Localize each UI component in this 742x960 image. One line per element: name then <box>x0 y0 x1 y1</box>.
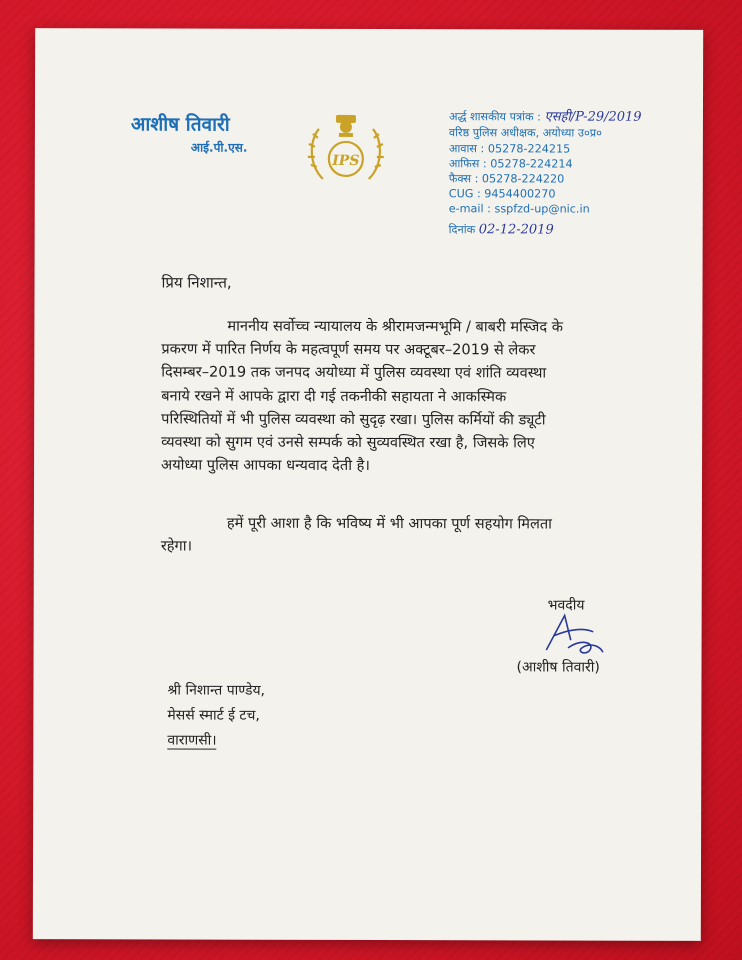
email-address: e-mail : sspfzd-up@nic.in <box>448 202 590 216</box>
paragraph-line: प्रकरण में पारित निर्णय के महत्वपूर्ण समय पर अक्टूबर–2019 से लेकर <box>161 340 536 359</box>
paragraph-line: हमें पूरी आशा है कि भविष्य में भी आपका पूर्ण सहयोग मिलता <box>226 514 552 533</box>
designation: वरिष्ठ पुलिस अधीक्षक, अयोध्या उ०प्र० <box>448 126 603 140</box>
cug-number: CUG : 9454400270 <box>448 187 556 201</box>
recipient-line-2: मेसर्स स्मार्ट ई टच, <box>167 707 260 724</box>
paragraph-line: परिस्थितियों में भी पुलिस व्यवस्था को सुदृढ़ रखा। पुलिस कर्मियों की ड्यूटी <box>161 410 546 429</box>
paragraph-line: अयोध्या पुलिस आपका धन्यवाद देती है। <box>161 456 370 475</box>
paragraph-line: दिसम्बर–2019 तक जनपद अयोध्या में पुलिस व्यवस्था एवं शांति व्यवस्था <box>161 363 547 382</box>
recipient-line-1: श्री निशान्त पाण्डेय, <box>167 682 266 699</box>
phone-residence: आवास : 05278-224215 <box>448 142 571 156</box>
phone-office: आफिस : 05278-224214 <box>448 157 573 171</box>
emblem-letters: IPS <box>332 152 360 169</box>
fax-number: फैक्स : 05278-224220 <box>448 172 565 186</box>
ref-label: अर्द्ध शासकीय पत्रांक : <box>448 110 541 124</box>
paragraph-line: माननीय सर्वोच्च न्यायालय के श्रीरामजन्मभूमि / बाबरी मस्जिद के <box>227 317 564 336</box>
closing: भवदीय <box>547 597 585 614</box>
paragraph-1 <box>161 314 664 478</box>
recipient-line-3: वाराणसी। <box>167 732 217 749</box>
paragraph-2 <box>161 511 664 559</box>
paragraph-line: रहेगा। <box>160 537 193 555</box>
paragraph-line: बनाये रखने में आपके द्वारा दी गई तकनीकी सहायता ने आकस्मिक <box>161 387 507 405</box>
salutation: प्रिय निशान्त, <box>161 273 232 292</box>
ref-number: एसही/P-29/2019 <box>544 109 642 125</box>
letterhead-cadre: आई.पी.एस. <box>190 140 248 155</box>
handwritten-signature-icon <box>539 609 609 659</box>
signatory-name: (आशीष तिवारी) <box>516 659 600 676</box>
date-value: 02-12-2019 <box>478 222 554 238</box>
date-label: दिनांक <box>448 223 476 237</box>
letterhead-name: आशीष तिवारी <box>130 113 230 136</box>
date-line <box>449 222 554 238</box>
letter-page <box>33 28 703 941</box>
ips-emblem-icon <box>303 107 389 193</box>
ref-line <box>449 109 642 125</box>
paragraph-line: व्यवस्था को सुगम एवं उनसे सम्पर्क को सुव्यवस्थित रखा है, जिसके लिए <box>161 433 535 452</box>
